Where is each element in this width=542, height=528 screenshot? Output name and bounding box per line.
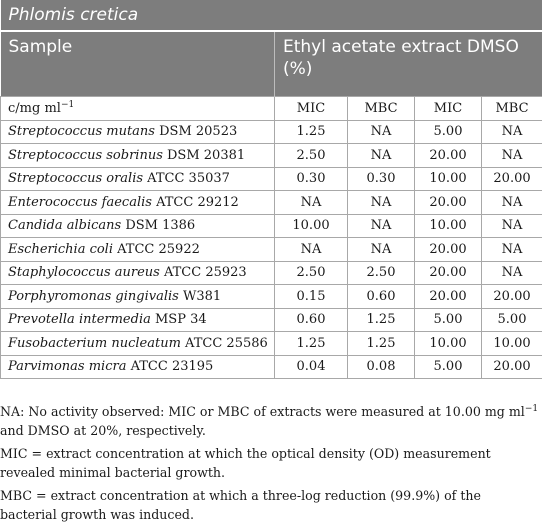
value-cell: NA [348,144,415,168]
value-cell: 20.00 [415,144,482,168]
value-cell: 2.50 [275,261,348,285]
organism-name: Streptococcus oralis [8,171,143,186]
sample-cell [1,191,275,215]
value-cell: 20.00 [415,191,482,215]
value-cell: 10.00 [415,214,482,238]
sample-cell [1,120,275,144]
value-cell: NA [348,191,415,215]
value-cell: 10.00 [415,332,482,356]
table-row [1,214,542,238]
value-cell: 10.00 [415,167,482,191]
table-row [1,144,542,168]
table-row [1,120,542,144]
value-cell: 0.30 [275,167,348,191]
value-cell: NA [482,144,542,168]
value-cell: 0.04 [275,355,348,379]
value-cell: 10.00 [275,214,348,238]
table-row [1,285,542,309]
sample-cell [1,144,275,168]
value-cell: 2.50 [275,144,348,168]
value-cell: 2.50 [348,261,415,285]
sample-cell [1,332,275,356]
unit-row [1,97,542,121]
value-cell: NA [482,238,542,262]
table-row [1,261,542,285]
value-cell: NA [348,214,415,238]
value-cell: 20.00 [415,238,482,262]
sample-cell [1,355,275,379]
organism-name: Fusobacterium nucleatum [8,336,181,351]
sample-cell [1,308,275,332]
sample-cell [1,167,275,191]
footnote-na: NA: No activity observed: MIC or MBC of extracts were measured at 10.00 mg $ml^{-1}$ and DMSO at 20%, respectively. [0,402,540,440]
value-cell: 10.00 [482,332,542,356]
strain-id: DSM 20523 [155,124,237,139]
value-cell: 0.08 [348,355,415,379]
organism-name: Streptococcus sobrinus [8,148,163,163]
strain-id: MSP 34 [151,312,207,327]
sample-cell [1,285,275,309]
organism-name: Staphylococcus aureus [8,265,160,280]
strain-id: DSM 20381 [163,148,245,163]
value-cell: 1.25 [275,120,348,144]
col-label-mic-2: MIC [415,97,482,121]
strain-id: ATCC 25923 [160,265,247,280]
header-row [1,31,542,97]
strain-id: ATCC 29212 [152,195,239,210]
unit-label: c/mg $ml^{-1}$ [1,97,275,121]
sample-header: Sample [1,31,275,97]
value-cell: NA [482,261,542,285]
table-row [1,308,542,332]
value-cell: 5.00 [415,355,482,379]
species-title: Phlomis cretica [1,0,542,31]
organism-name: Streptococcus mutans [8,124,155,139]
organism-name: Escherichia coli [8,242,113,257]
footnote-mic: MIC = extract concentration at which the optical density (OD) measurement revealed minimal bacterial growth. [0,444,540,482]
value-cell: 5.00 [415,308,482,332]
value-cell: 0.60 [348,285,415,309]
organism-name: Prevotella intermedia [8,312,151,327]
value-cell: 20.00 [415,285,482,309]
strain-id: ATCC 25922 [113,242,200,257]
strain-id: ATCC 25586 [181,336,268,351]
strain-id: W381 [179,289,221,304]
value-cell: NA [348,120,415,144]
species-title-row [1,0,542,31]
table-row [1,332,542,356]
value-cell: NA [482,120,542,144]
value-cell: 0.30 [348,167,415,191]
col-label-mic-1: MIC [275,97,348,121]
col-label-mbc-1: MBC [348,97,415,121]
value-cell: 1.25 [275,332,348,356]
col-label-mbc-2: MBC [482,97,542,121]
organism-name: Parvimonas micra [8,359,126,374]
sample-cell [1,238,275,262]
value-cell: 1.25 [348,332,415,356]
strain-id: DSM 1386 [121,218,195,233]
value-cell: NA [275,238,348,262]
sample-cell [1,261,275,285]
unit-exponent: −1 [61,100,74,110]
strain-id: ATCC 23195 [126,359,213,374]
value-cell: 5.00 [415,120,482,144]
sample-cell [1,214,275,238]
table-row [1,167,542,191]
footnotes [0,402,540,528]
value-cell: 0.60 [275,308,348,332]
value-cell: 1.25 [348,308,415,332]
value-cell: 20.00 [415,261,482,285]
organism-name: Porphyromonas gingivalis [8,289,179,304]
footnote-mbc: MBC = extract concentration at which a three-log reduction (99.9%) of the bacterial growth was induced. [0,486,540,524]
value-cell: NA [348,238,415,262]
value-cell: 20.00 [482,285,542,309]
value-cell: 20.00 [482,167,542,191]
table-row [1,355,542,379]
value-cell: 5.00 [482,308,542,332]
organism-name: Enterococcus faecalis [8,195,152,210]
organism-name: Candida albicans [8,218,121,233]
value-cell: 0.15 [275,285,348,309]
value-cell: 20.00 [482,355,542,379]
extract-header: Ethyl acetate extract DMSO (%) [275,31,542,97]
table-row [1,238,542,262]
strain-id: ATCC 35037 [143,171,230,186]
value-cell: NA [482,191,542,215]
value-cell: NA [482,214,542,238]
table-row [1,191,542,215]
value-cell: NA [275,191,348,215]
